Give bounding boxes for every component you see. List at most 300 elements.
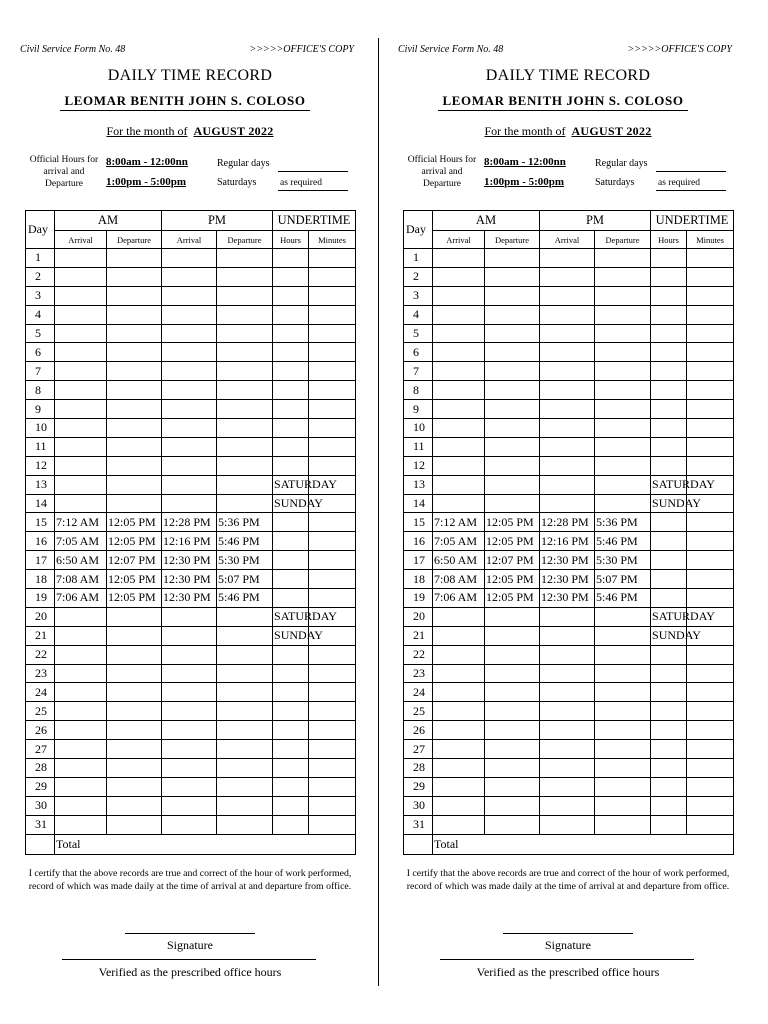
day-cell: 29	[404, 777, 433, 796]
am-departure-cell	[485, 759, 540, 778]
hours-header: Hours	[651, 231, 687, 249]
pm-arrival-cell	[540, 683, 595, 702]
table-row	[404, 702, 734, 721]
pm-departure-cell	[217, 343, 273, 362]
am-arrival-cell	[55, 249, 107, 268]
certification-text: I certify that the above records are true and correct of the hour of work performed, record of which was made daily at the time of arrival at and departure from office.	[406, 868, 730, 892]
pm-departure-cell	[217, 740, 273, 759]
minutes-cell	[309, 796, 356, 815]
am-departure-cell	[107, 759, 162, 778]
table-row	[404, 343, 734, 362]
minutes-cell	[309, 305, 356, 324]
minutes-cell	[687, 400, 734, 419]
am-departure-cell	[107, 381, 162, 400]
am-arrival-cell	[433, 796, 485, 815]
table-row	[404, 740, 734, 759]
copy-label: >>>>>OFFICE'S COPY	[627, 44, 732, 55]
day-cell: 2	[26, 267, 55, 286]
pm-arrival-cell: 12:30 PM	[540, 589, 595, 608]
minutes-cell	[687, 664, 734, 683]
am-arrival-cell	[55, 267, 107, 286]
pm-departure-cell	[217, 437, 273, 456]
hours-cell	[651, 324, 687, 343]
undertime-header: UNDERTIME	[651, 211, 734, 231]
minutes-cell	[309, 759, 356, 778]
am-departure-cell	[107, 626, 162, 645]
hours-cell	[651, 570, 687, 589]
day-cell: 1	[404, 249, 433, 268]
hours-cell	[651, 664, 687, 683]
pm-arrival-cell	[540, 740, 595, 759]
day-cell: 3	[404, 286, 433, 305]
signature-line	[503, 933, 633, 934]
am-arrival-cell	[433, 267, 485, 286]
hours-cell	[273, 796, 309, 815]
table-row	[404, 815, 734, 834]
minutes-cell	[309, 551, 356, 570]
pm-arrival-cell	[162, 419, 217, 438]
pm-arrival-header: Arrival	[540, 231, 595, 249]
day-cell: 24	[26, 683, 55, 702]
am-arrival-cell	[55, 815, 107, 834]
hours-cell	[651, 702, 687, 721]
am-arrival-cell	[433, 286, 485, 305]
undertime-header: UNDERTIME	[273, 211, 356, 231]
am-departure-header: Departure	[107, 231, 162, 249]
hours-cell	[273, 740, 309, 759]
am-departure-cell: 12:05 PM	[485, 532, 540, 551]
day-cell: 13	[26, 475, 55, 494]
table-row	[26, 815, 356, 834]
minutes-cell	[309, 324, 356, 343]
day-cell: 9	[404, 400, 433, 419]
am-arrival-cell	[55, 286, 107, 305]
day-cell: 23	[26, 664, 55, 683]
day-cell: 6	[404, 343, 433, 362]
table-row	[26, 702, 356, 721]
hours-cell	[273, 815, 309, 834]
day-cell: 26	[404, 721, 433, 740]
hours-cell	[651, 683, 687, 702]
verified-line	[62, 959, 316, 960]
pm-departure-cell	[595, 702, 651, 721]
table-row	[404, 286, 734, 305]
table-row	[404, 400, 734, 419]
pm-departure-cell	[595, 249, 651, 268]
hours-cell	[651, 381, 687, 400]
pm-arrival-cell	[162, 759, 217, 778]
hours-cell	[273, 286, 309, 305]
hours-cell: SATURDAY	[651, 475, 687, 494]
am-arrival-header: Arrival	[433, 231, 485, 249]
hours-cell: SATURDAY	[651, 607, 687, 626]
table-row	[404, 305, 734, 324]
hours-cell	[651, 796, 687, 815]
am-header: AM	[433, 211, 540, 231]
pm-arrival-cell	[162, 626, 217, 645]
hours-cell	[651, 437, 687, 456]
hours-cell	[651, 721, 687, 740]
am-departure-cell	[107, 305, 162, 324]
minutes-cell	[309, 381, 356, 400]
verified-label: Verified as the prescribed office hours	[98, 965, 282, 979]
regular-days-value	[656, 159, 726, 172]
table-row	[26, 267, 356, 286]
table-row	[404, 494, 734, 513]
minutes-cell	[309, 702, 356, 721]
day-cell: 5	[26, 324, 55, 343]
total-spacer	[26, 834, 55, 854]
pm-arrival-cell	[162, 324, 217, 343]
regular-days-value	[278, 159, 348, 172]
minutes-cell	[309, 815, 356, 834]
pm-header: PM	[162, 211, 273, 231]
total-label: Total	[433, 834, 734, 854]
hours-cell	[651, 551, 687, 570]
pm-arrival-cell	[540, 777, 595, 796]
minutes-cell	[309, 777, 356, 796]
pm-departure-cell	[217, 796, 273, 815]
am-arrival-cell	[433, 759, 485, 778]
saturdays-label: Saturdays	[595, 177, 635, 188]
copy-divider	[378, 38, 379, 986]
pm-departure-cell	[595, 759, 651, 778]
saturdays-value: as required	[278, 178, 348, 191]
table-row	[404, 419, 734, 438]
am-departure-cell	[485, 607, 540, 626]
pm-arrival-cell	[162, 362, 217, 381]
day-cell: 18	[26, 570, 55, 589]
am-departure-cell	[485, 324, 540, 343]
am-departure-cell	[107, 419, 162, 438]
pm-departure-cell	[595, 777, 651, 796]
minutes-cell	[309, 570, 356, 589]
pm-arrival-cell	[540, 362, 595, 381]
pm-arrival-cell	[540, 343, 595, 362]
am-departure-cell	[485, 419, 540, 438]
day-cell: 11	[26, 437, 55, 456]
hours-cell	[273, 400, 309, 419]
day-cell: 9	[26, 400, 55, 419]
table-row	[26, 664, 356, 683]
hours-cell	[651, 777, 687, 796]
day-cell: 22	[404, 645, 433, 664]
pm-arrival-cell	[162, 777, 217, 796]
minutes-cell	[309, 664, 356, 683]
am-departure-cell: 12:05 PM	[107, 513, 162, 532]
verified-label: Verified as the prescribed office hours	[476, 965, 660, 979]
hours-cell	[273, 664, 309, 683]
table-row	[404, 645, 734, 664]
pm-departure-cell	[217, 759, 273, 778]
am-arrival-cell	[55, 702, 107, 721]
pm-departure-cell	[595, 456, 651, 475]
pm-arrival-header: Arrival	[162, 231, 217, 249]
am-departure-cell	[485, 796, 540, 815]
hours-cell	[651, 419, 687, 438]
day-cell: 4	[26, 305, 55, 324]
pm-arrival-cell	[540, 796, 595, 815]
am-arrival-cell	[55, 475, 107, 494]
day-cell: 15	[404, 513, 433, 532]
am-arrival-cell	[55, 419, 107, 438]
hours-cell	[651, 815, 687, 834]
signature-label: Signature	[167, 938, 213, 952]
hours-cell	[273, 324, 309, 343]
minutes-cell	[687, 362, 734, 381]
pm-departure-cell	[217, 777, 273, 796]
am-arrival-cell	[55, 381, 107, 400]
signature-line	[125, 933, 255, 934]
am-arrival-cell	[55, 626, 107, 645]
am-arrival-cell: 6:50 AM	[55, 551, 107, 570]
am-arrival-cell	[433, 607, 485, 626]
pm-arrival-cell	[540, 400, 595, 419]
am-arrival-cell	[433, 249, 485, 268]
pm-departure-cell	[595, 721, 651, 740]
table-row	[404, 570, 734, 589]
hours-cell	[273, 362, 309, 381]
pm-arrival-cell: 12:28 PM	[540, 513, 595, 532]
am-arrival-cell	[433, 437, 485, 456]
day-cell: 4	[404, 305, 433, 324]
am-arrival-cell	[433, 419, 485, 438]
am-departure-cell	[107, 815, 162, 834]
day-cell: 2	[404, 267, 433, 286]
day-cell: 11	[404, 437, 433, 456]
pm-departure-cell: 5:46 PM	[217, 589, 273, 608]
pm-departure-cell	[217, 286, 273, 305]
minutes-cell	[309, 589, 356, 608]
am-arrival-cell	[55, 362, 107, 381]
pm-departure-cell: 5:46 PM	[595, 532, 651, 551]
table-row	[26, 324, 356, 343]
am-departure-cell	[485, 702, 540, 721]
hours-cell	[651, 400, 687, 419]
am-arrival-cell	[433, 362, 485, 381]
pm-arrival-cell	[540, 626, 595, 645]
table-row	[26, 551, 356, 570]
pm-departure-header: Departure	[595, 231, 651, 249]
am-arrival-cell	[433, 777, 485, 796]
day-cell: 6	[26, 343, 55, 362]
am-departure-cell	[107, 400, 162, 419]
pm-departure-cell	[217, 475, 273, 494]
minutes-header: Minutes	[687, 231, 734, 249]
table-row	[404, 513, 734, 532]
am-header: AM	[55, 211, 162, 231]
pm-arrival-cell	[540, 267, 595, 286]
table-row	[26, 437, 356, 456]
pm-departure-cell: 5:46 PM	[595, 589, 651, 608]
hours-cell	[273, 721, 309, 740]
am-arrival-cell: 7:08 AM	[55, 570, 107, 589]
minutes-cell	[309, 286, 356, 305]
am-arrival-cell	[55, 777, 107, 796]
minutes-cell	[687, 796, 734, 815]
table-row	[404, 626, 734, 645]
pm-arrival-cell	[162, 381, 217, 400]
pm-departure-cell	[595, 796, 651, 815]
table-row	[26, 777, 356, 796]
am-arrival-cell	[55, 400, 107, 419]
table-row	[26, 645, 356, 664]
am-departure-cell	[485, 362, 540, 381]
pm-departure-cell	[595, 626, 651, 645]
day-cell: 26	[26, 721, 55, 740]
am-arrival-cell	[433, 702, 485, 721]
pm-arrival-cell	[162, 815, 217, 834]
am-arrival-cell	[55, 796, 107, 815]
day-header: Day	[404, 211, 433, 249]
table-row	[26, 305, 356, 324]
minutes-cell	[687, 286, 734, 305]
minutes-cell	[309, 419, 356, 438]
pm-departure-cell	[217, 456, 273, 475]
am-departure-cell	[107, 702, 162, 721]
pm-departure-cell	[595, 607, 651, 626]
am-departure-cell	[107, 740, 162, 759]
am-arrival-cell: 7:05 AM	[433, 532, 485, 551]
am-arrival-cell	[55, 759, 107, 778]
am-departure-cell	[107, 721, 162, 740]
pm-arrival-cell	[162, 267, 217, 286]
pm-departure-cell	[217, 267, 273, 286]
table-row	[404, 475, 734, 494]
day-cell: 16	[404, 532, 433, 551]
table-row	[404, 664, 734, 683]
minutes-cell	[309, 249, 356, 268]
table-row	[26, 683, 356, 702]
table-row	[26, 456, 356, 475]
day-cell: 28	[26, 759, 55, 778]
minutes-cell	[309, 400, 356, 419]
pm-arrival-cell	[162, 437, 217, 456]
table-row	[404, 607, 734, 626]
am-departure-cell: 12:05 PM	[485, 513, 540, 532]
table-row	[26, 513, 356, 532]
pm-departure-cell	[217, 607, 273, 626]
pm-arrival-cell	[540, 456, 595, 475]
pm-arrival-cell	[540, 721, 595, 740]
certification-text: I certify that the above records are true and correct of the hour of work performed, record of which was made daily at the time of arrival at and departure from office.	[28, 868, 352, 892]
pm-arrival-cell	[540, 645, 595, 664]
pm-departure-cell	[217, 362, 273, 381]
am-departure-header: Departure	[485, 231, 540, 249]
am-departure-cell	[107, 475, 162, 494]
pm-departure-cell	[217, 494, 273, 513]
am-arrival-cell	[433, 721, 485, 740]
am-departure-cell	[485, 400, 540, 419]
am-departure-cell: 12:05 PM	[107, 589, 162, 608]
hours-cell: SATURDAY	[273, 475, 309, 494]
document-title: DAILY TIME RECORD	[107, 67, 273, 84]
am-departure-cell	[485, 815, 540, 834]
am-arrival-cell	[55, 683, 107, 702]
am-departure-cell	[485, 286, 540, 305]
pm-arrival-cell: 12:30 PM	[540, 551, 595, 570]
table-row	[26, 475, 356, 494]
minutes-cell	[687, 702, 734, 721]
pm-departure-cell	[217, 664, 273, 683]
hours-cell	[273, 589, 309, 608]
hours-cell: SUNDAY	[273, 626, 309, 645]
table-row	[26, 570, 356, 589]
verified-line	[440, 959, 694, 960]
pm-arrival-cell	[162, 740, 217, 759]
pm-departure-cell	[595, 381, 651, 400]
pm-arrival-cell	[162, 343, 217, 362]
regular-days-label: Regular days	[595, 158, 648, 169]
time-record-table	[25, 210, 356, 855]
form-number: Civil Service Form No. 48	[20, 44, 126, 55]
pm-departure-cell	[217, 721, 273, 740]
table-row	[26, 343, 356, 362]
am-departure-cell	[107, 249, 162, 268]
hours-cell	[651, 343, 687, 362]
minutes-cell	[309, 532, 356, 551]
am-departure-cell	[107, 286, 162, 305]
day-cell: 8	[26, 381, 55, 400]
am-arrival-cell	[55, 437, 107, 456]
hours-cell	[273, 419, 309, 438]
day-cell: 14	[26, 494, 55, 513]
hours-pm: 1:00pm - 5:00pm	[484, 176, 565, 188]
pm-departure-cell	[595, 664, 651, 683]
pm-departure-cell	[217, 381, 273, 400]
minutes-cell	[309, 437, 356, 456]
minutes-cell	[687, 267, 734, 286]
hours-cell	[273, 683, 309, 702]
pm-departure-cell	[595, 645, 651, 664]
day-cell: 22	[26, 645, 55, 664]
pm-arrival-cell: 12:30 PM	[162, 551, 217, 570]
table-row	[26, 286, 356, 305]
day-cell: 5	[404, 324, 433, 343]
table-row	[404, 532, 734, 551]
day-cell: 12	[404, 456, 433, 475]
pm-departure-cell	[595, 437, 651, 456]
pm-arrival-cell	[162, 721, 217, 740]
pm-departure-cell	[595, 683, 651, 702]
day-cell: 7	[404, 362, 433, 381]
pm-arrival-cell	[162, 400, 217, 419]
pm-arrival-cell	[540, 381, 595, 400]
am-departure-cell	[107, 437, 162, 456]
pm-departure-cell	[217, 702, 273, 721]
table-row	[26, 381, 356, 400]
hours-cell	[651, 513, 687, 532]
document-title: DAILY TIME RECORD	[485, 67, 651, 84]
table-row	[26, 362, 356, 381]
pm-arrival-cell: 12:28 PM	[162, 513, 217, 532]
hours-cell	[651, 305, 687, 324]
am-arrival-cell: 7:08 AM	[433, 570, 485, 589]
day-cell: 19	[26, 589, 55, 608]
table-row	[26, 607, 356, 626]
table-row	[26, 400, 356, 419]
minutes-cell	[687, 324, 734, 343]
pm-arrival-cell	[162, 286, 217, 305]
minutes-header: Minutes	[309, 231, 356, 249]
pm-arrival-cell	[162, 702, 217, 721]
am-departure-cell: 12:05 PM	[107, 532, 162, 551]
pm-arrival-cell: 12:16 PM	[162, 532, 217, 551]
am-arrival-cell	[55, 721, 107, 740]
pm-departure-cell	[595, 494, 651, 513]
table-row	[404, 796, 734, 815]
day-cell: 1	[26, 249, 55, 268]
